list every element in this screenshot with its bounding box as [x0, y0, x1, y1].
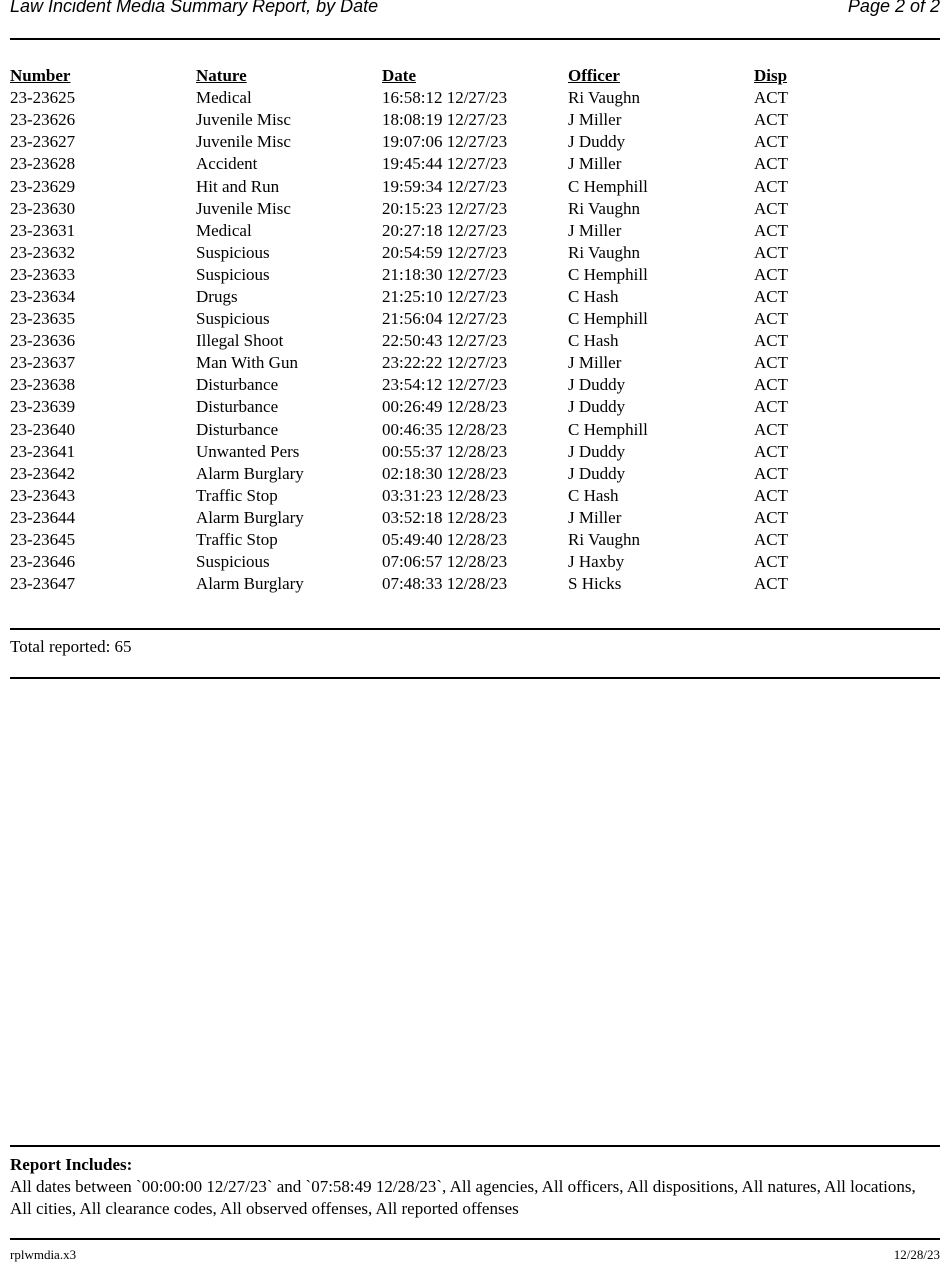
table-row: [10, 352, 814, 374]
cell-disp: ACT: [754, 132, 788, 152]
cell-officer: S Hicks: [568, 574, 622, 594]
cell-disp: ACT: [754, 419, 788, 439]
cell-disp: ACT: [754, 242, 788, 262]
table-row: [10, 286, 814, 308]
cell-number: 23-23645: [10, 530, 76, 550]
cell-officer: J Miller: [568, 353, 622, 373]
report-title: Law Incident Media Summary Report, by Date: [10, 0, 379, 16]
cell-date: 18:08:19 12/27/23: [382, 110, 508, 130]
cell-number: 23-23641: [10, 441, 76, 461]
cell-disp: ACT: [754, 331, 788, 351]
column-header-date: Date: [382, 66, 416, 86]
cell-nature: Hit and Run: [196, 176, 280, 196]
table-row: [10, 485, 814, 507]
cell-number: 23-23626: [10, 110, 76, 130]
cell-date: 07:48:33 12/28/23: [382, 574, 508, 594]
cell-nature: Alarm Burglary: [196, 463, 304, 483]
cell-date: 21:25:10 12/27/23: [382, 286, 508, 306]
cell-date: 00:55:37 12/28/23: [382, 441, 508, 461]
cell-officer: Ri Vaughn: [568, 242, 640, 262]
cell-date: 16:58:12 12/27/23: [382, 88, 508, 108]
cell-disp: ACT: [754, 176, 788, 196]
cell-date: 21:56:04 12/27/23: [382, 309, 508, 329]
cell-number: 23-23625: [10, 88, 76, 108]
cell-disp: ACT: [754, 309, 788, 329]
cell-officer: Ri Vaughn: [568, 88, 640, 108]
cell-nature: Alarm Burglary: [196, 574, 304, 594]
table-row: [10, 242, 814, 264]
table-row: [10, 374, 814, 396]
cell-number: 23-23643: [10, 485, 76, 505]
table-row: [10, 463, 814, 485]
cell-nature: Disturbance: [196, 419, 279, 439]
cell-date: 19:07:06 12/27/23: [382, 132, 508, 152]
report-header: [10, 0, 940, 20]
table-row: [10, 330, 814, 352]
cell-disp: ACT: [754, 198, 788, 218]
cell-disp: ACT: [754, 264, 788, 284]
cell-disp: ACT: [754, 110, 788, 130]
cell-nature: Traffic Stop: [196, 530, 278, 550]
table-row: [10, 220, 814, 242]
cell-officer: C Hemphill: [568, 309, 648, 329]
cell-date: 22:50:43 12/27/23: [382, 331, 508, 351]
cell-number: 23-23630: [10, 198, 76, 218]
table-body: [10, 87, 814, 595]
footer-divider: [10, 1238, 940, 1240]
table-row: [10, 551, 814, 573]
includes-divider: [10, 1145, 940, 1147]
table-row: [10, 441, 814, 463]
cell-number: 23-23633: [10, 264, 76, 284]
cell-nature: Disturbance: [196, 375, 279, 395]
cell-nature: Suspicious: [196, 552, 270, 572]
cell-nature: Alarm Burglary: [196, 507, 304, 527]
cell-number: 23-23642: [10, 463, 76, 483]
cell-nature: Juvenile Misc: [196, 198, 291, 218]
cell-disp: ACT: [754, 286, 788, 306]
table-row: [10, 573, 814, 595]
table-row: [10, 507, 814, 529]
cell-date: 00:46:35 12/28/23: [382, 419, 508, 439]
cell-date: 00:26:49 12/28/23: [382, 397, 508, 417]
cell-disp: ACT: [754, 530, 788, 550]
cell-officer: J Duddy: [568, 375, 626, 395]
cell-disp: ACT: [754, 220, 788, 240]
footer-date: 12/28/23: [893, 1247, 940, 1262]
cell-officer: C Hash: [568, 286, 619, 306]
cell-number: 23-23644: [10, 507, 76, 527]
cell-disp: ACT: [754, 353, 788, 373]
cell-officer: J Duddy: [568, 441, 626, 461]
table-row: [10, 529, 814, 551]
table-row: [10, 198, 814, 220]
cell-date: 19:59:34 12/27/23: [382, 176, 508, 196]
cell-officer: J Duddy: [568, 132, 626, 152]
cell-officer: J Haxby: [568, 552, 625, 572]
cell-date: 20:15:23 12/27/23: [382, 198, 508, 218]
report-includes-text: All dates between `00:00:00 12/27/23` and `07:58:49 12/28/23`, All agencies, All officers, All dispositions, All natures, All locations, All cities, All clearance codes, All observed offenses, All reported offenses: [10, 1177, 916, 1218]
column-header-officer: Officer: [568, 66, 620, 86]
cell-disp: ACT: [754, 397, 788, 417]
cell-officer: C Hemphill: [568, 419, 648, 439]
cell-officer: Ri Vaughn: [568, 198, 640, 218]
cell-number: 23-23638: [10, 375, 76, 395]
table-header-row: [10, 65, 814, 87]
cell-number: 23-23637: [10, 353, 76, 373]
cell-disp: ACT: [754, 574, 788, 594]
cell-officer: J Duddy: [568, 397, 626, 417]
cell-disp: ACT: [754, 552, 788, 572]
cell-number: 23-23640: [10, 419, 76, 439]
cell-number: 23-23646: [10, 552, 76, 572]
cell-nature: Juvenile Misc: [196, 132, 291, 152]
cell-officer: J Duddy: [568, 463, 626, 483]
cell-disp: ACT: [754, 507, 788, 527]
cell-nature: Suspicious: [196, 309, 270, 329]
header-divider: [10, 38, 940, 40]
cell-date: 07:06:57 12/28/23: [382, 552, 508, 572]
cell-number: 23-23632: [10, 242, 76, 262]
cell-disp: ACT: [754, 441, 788, 461]
cell-date: 05:49:40 12/28/23: [382, 530, 508, 550]
cell-number: 23-23635: [10, 309, 76, 329]
cell-disp: ACT: [754, 485, 788, 505]
cell-nature: Drugs: [196, 286, 238, 306]
cell-date: 23:22:22 12/27/23: [382, 353, 508, 373]
cell-nature: Suspicious: [196, 264, 270, 284]
cell-officer: J Miller: [568, 154, 622, 174]
cell-nature: Juvenile Misc: [196, 110, 291, 130]
table-row: [10, 419, 814, 441]
cell-nature: Accident: [196, 154, 258, 174]
table-row: [10, 131, 814, 153]
cell-number: 23-23628: [10, 154, 76, 174]
cell-officer: Ri Vaughn: [568, 530, 640, 550]
report-includes-title: Report Includes:: [10, 1155, 133, 1174]
table-row: [10, 109, 814, 131]
cell-number: 23-23634: [10, 286, 76, 306]
cell-date: 03:52:18 12/28/23: [382, 507, 508, 527]
page-number: Page 2 of 2: [847, 0, 940, 16]
cell-nature: Disturbance: [196, 397, 279, 417]
cell-number: 23-23631: [10, 220, 76, 240]
table-row: [10, 153, 814, 175]
cell-disp: ACT: [754, 154, 788, 174]
cell-nature: Traffic Stop: [196, 485, 278, 505]
cell-nature: Man With Gun: [196, 353, 298, 373]
column-header-disp: Disp: [754, 66, 788, 86]
cell-date: 20:54:59 12/27/23: [382, 242, 508, 262]
cell-date: 02:18:30 12/28/23: [382, 463, 508, 483]
cell-number: 23-23647: [10, 574, 76, 594]
column-header-number: Number: [10, 66, 71, 86]
column-header-nature: Nature: [196, 66, 247, 86]
footer-report-id: rplwmdia.x3: [10, 1247, 77, 1262]
cell-disp: ACT: [754, 88, 788, 108]
cell-officer: J Miller: [568, 110, 622, 130]
cell-officer: C Hash: [568, 331, 619, 351]
cell-disp: ACT: [754, 375, 788, 395]
cell-date: 20:27:18 12/27/23: [382, 220, 508, 240]
cell-number: 23-23629: [10, 176, 76, 196]
report-includes: [10, 1154, 940, 1220]
cell-officer: J Miller: [568, 220, 622, 240]
cell-officer: C Hash: [568, 485, 619, 505]
cell-disp: ACT: [754, 463, 788, 483]
incident-table: [10, 65, 814, 595]
cell-nature: Medical: [196, 88, 252, 108]
cell-officer: J Miller: [568, 507, 622, 527]
table-row: [10, 264, 814, 286]
cell-date: 03:31:23 12/28/23: [382, 485, 508, 505]
cell-officer: C Hemphill: [568, 176, 648, 196]
total-bottom-divider: [10, 677, 940, 679]
cell-number: 23-23627: [10, 132, 76, 152]
cell-number: 23-23639: [10, 397, 76, 417]
total-top-divider: [10, 628, 940, 630]
table-row: [10, 308, 814, 330]
total-reported: Total reported: 65: [10, 637, 132, 656]
cell-nature: Medical: [196, 220, 252, 240]
table-row: [10, 396, 814, 418]
cell-number: 23-23636: [10, 331, 76, 351]
table-row: [10, 175, 814, 197]
cell-nature: Unwanted Pers: [196, 441, 300, 461]
cell-nature: Suspicious: [196, 242, 270, 262]
cell-date: 21:18:30 12/27/23: [382, 264, 508, 284]
cell-officer: C Hemphill: [568, 264, 648, 284]
cell-nature: Illegal Shoot: [196, 331, 284, 351]
cell-date: 23:54:12 12/27/23: [382, 375, 508, 395]
table-row: [10, 87, 814, 109]
cell-date: 19:45:44 12/27/23: [382, 154, 508, 174]
